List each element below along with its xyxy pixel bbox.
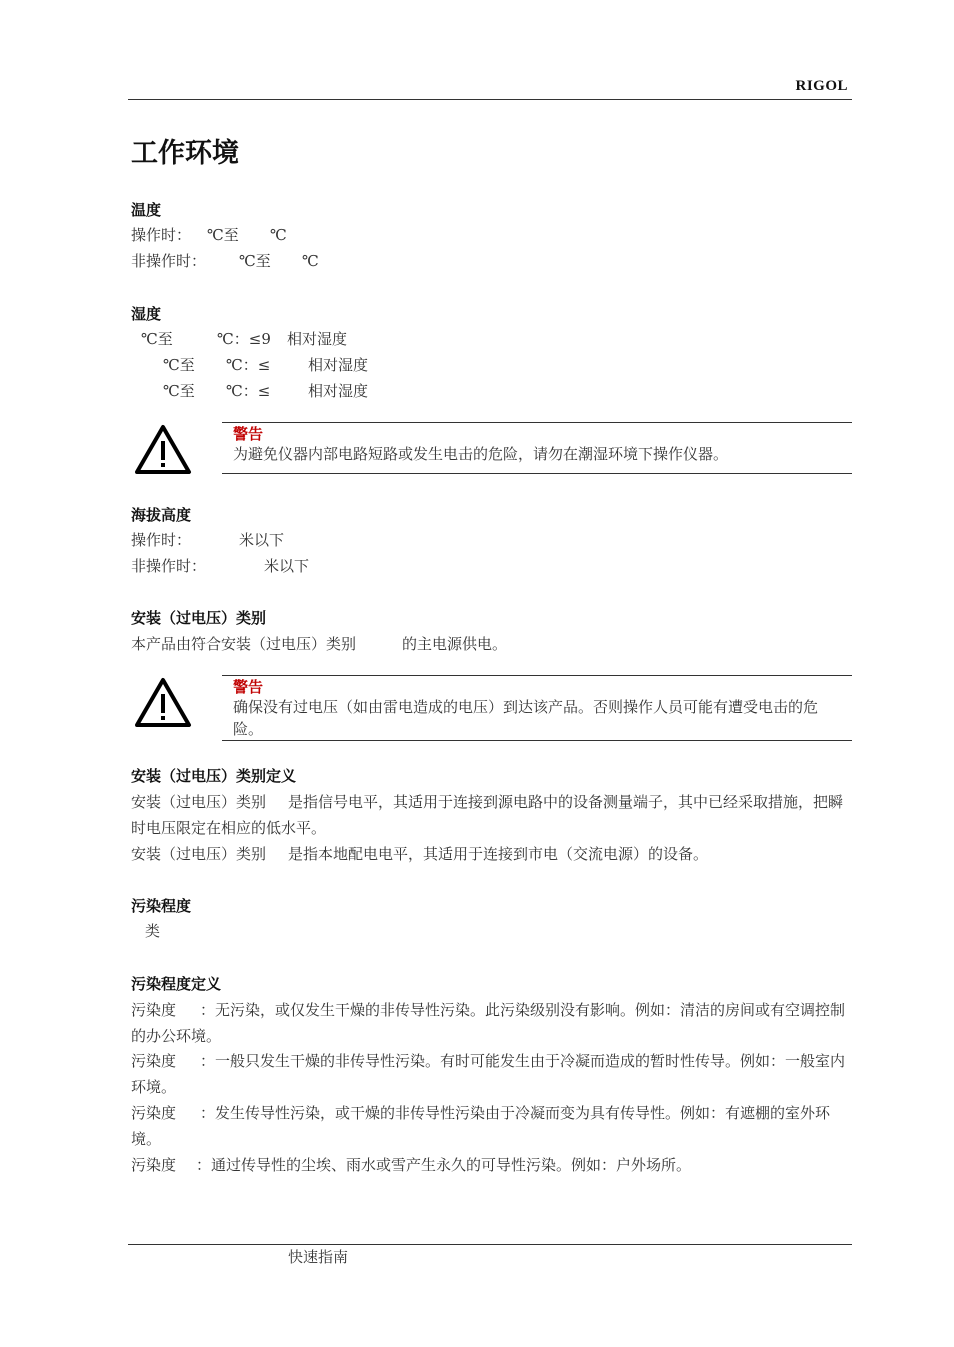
humidity-row3-label: 相对湿度 — [308, 382, 369, 400]
page-title: 工作环境 — [131, 138, 239, 169]
humidity-row2-unit1: ℃至 — [163, 356, 195, 374]
pollution-definition-1-prefix: 污染度 — [131, 1001, 177, 1019]
humidity-heading: 湿度 — [131, 305, 162, 323]
humidity-row1-unit2: ℃：≤9 — [217, 330, 271, 348]
header-rule — [128, 99, 852, 100]
temp-operating-label: 操作时： — [131, 226, 192, 244]
altitude-nonop-label: 非操作时： — [131, 557, 207, 575]
pollution-definition-heading: 污染程度定义 — [131, 975, 222, 993]
humidity-row3-unit1: ℃至 — [163, 382, 195, 400]
install-definition-heading: 安装（过电压）类别定义 — [131, 767, 297, 785]
pollution-definition-4-prefix: 污染度 — [131, 1156, 177, 1174]
warning-text: 确保没有过电压（如由雷电造成的电压）到达该产品。否则操作人员可能有遭受电击的危险。 — [233, 698, 819, 738]
install-definition-p2-body: 是指本地配电电平，其适用于连接到市电（交流电源）的设备。 — [288, 845, 709, 863]
install-category-text1: 本产品由符合安装（过电压）类别 — [131, 635, 357, 653]
pollution-definition-2-prefix: 污染度 — [131, 1052, 177, 1070]
pollution-heading: 污染程度 — [131, 897, 192, 915]
install-definition-p1-prefix: 安装（过电压）类别 — [131, 793, 267, 811]
pollution-definition-3-prefix: 污染度 — [131, 1104, 177, 1122]
footer-rule — [128, 1244, 852, 1245]
install-definition-p2-prefix: 安装（过电压）类别 — [131, 845, 267, 863]
pollution-definition-1 — [131, 997, 851, 1049]
install-category-heading: 安装（过电压）类别 — [131, 609, 267, 627]
pollution-value: 类 — [145, 922, 161, 940]
altitude-operating-value: 米以下 — [239, 531, 285, 549]
humidity-row2-label: 相对湿度 — [308, 356, 369, 374]
temp-operating-unit2: ℃ — [270, 226, 287, 244]
temp-nonop-unit2: ℃ — [302, 252, 319, 270]
pollution-definition-4 — [131, 1152, 851, 1178]
humidity-row3-unit2: ℃：≤ — [226, 382, 271, 400]
warning-title: 警告 — [233, 678, 264, 696]
humidity-row2-unit2: ℃：≤ — [226, 356, 271, 374]
temperature-heading: 温度 — [131, 201, 162, 219]
warning-text: 为避免仪器内部电路短路或发生电击的危险，请勿在潮湿环境下操作仪器。 — [233, 445, 729, 463]
temp-nonop-unit1: ℃至 — [239, 252, 271, 270]
pollution-definition-3 — [131, 1100, 851, 1152]
footer-guide-title: 快速指南 — [288, 1248, 349, 1266]
warning-box-humidity — [222, 422, 852, 474]
brand-logo-text: RIGOL — [795, 78, 848, 94]
humidity-row1-unit1: ℃至 — [141, 330, 173, 348]
altitude-operating-label: 操作时： — [131, 531, 192, 549]
temp-nonop-label: 非操作时： — [131, 252, 207, 270]
install-definition-p2 — [131, 841, 851, 867]
warning-title: 警告 — [233, 425, 264, 443]
install-definition-p1 — [131, 789, 851, 841]
humidity-row1-label: 相对湿度 — [287, 330, 348, 348]
altitude-heading: 海拔高度 — [131, 506, 192, 524]
pollution-definition-4-body: ：通过传导性的尘埃、雨水或雪产生永久的可导性污染。例如：户外场所。 — [196, 1156, 692, 1174]
temp-operating-unit1: ℃至 — [207, 226, 239, 244]
install-definition-p1-body: 是指信号电平，其适用于连接到源电路中的设备测量端子，其中已经采取措施，把瞬时电压限定在相应的低水平。 — [131, 793, 844, 837]
altitude-nonop-value: 米以下 — [264, 557, 310, 575]
warning-box-overvoltage — [222, 675, 852, 741]
install-category-text2: 的主电源供电。 — [402, 635, 508, 653]
pollution-definition-2-body: ：一般只发生干燥的非传导性污染。有时可能发生由于冷凝而造成的暂时性传导。例如：一般室内环境。 — [131, 1052, 846, 1096]
warning-triangle-icon — [134, 677, 192, 729]
pollution-definition-1-body: ：无污染，或仅发生干燥的非传导性污染。此污染级别没有影响。例如：清洁的房间或有空调控制的办公环境。 — [131, 1001, 846, 1045]
pollution-definition-3-body: ：发生传导性污染，或干燥的非传导性污染由于冷凝而变为具有传导性。例如：有遮棚的室外环境。 — [131, 1104, 831, 1148]
pollution-definition-2 — [131, 1048, 851, 1100]
warning-triangle-icon — [134, 424, 192, 476]
